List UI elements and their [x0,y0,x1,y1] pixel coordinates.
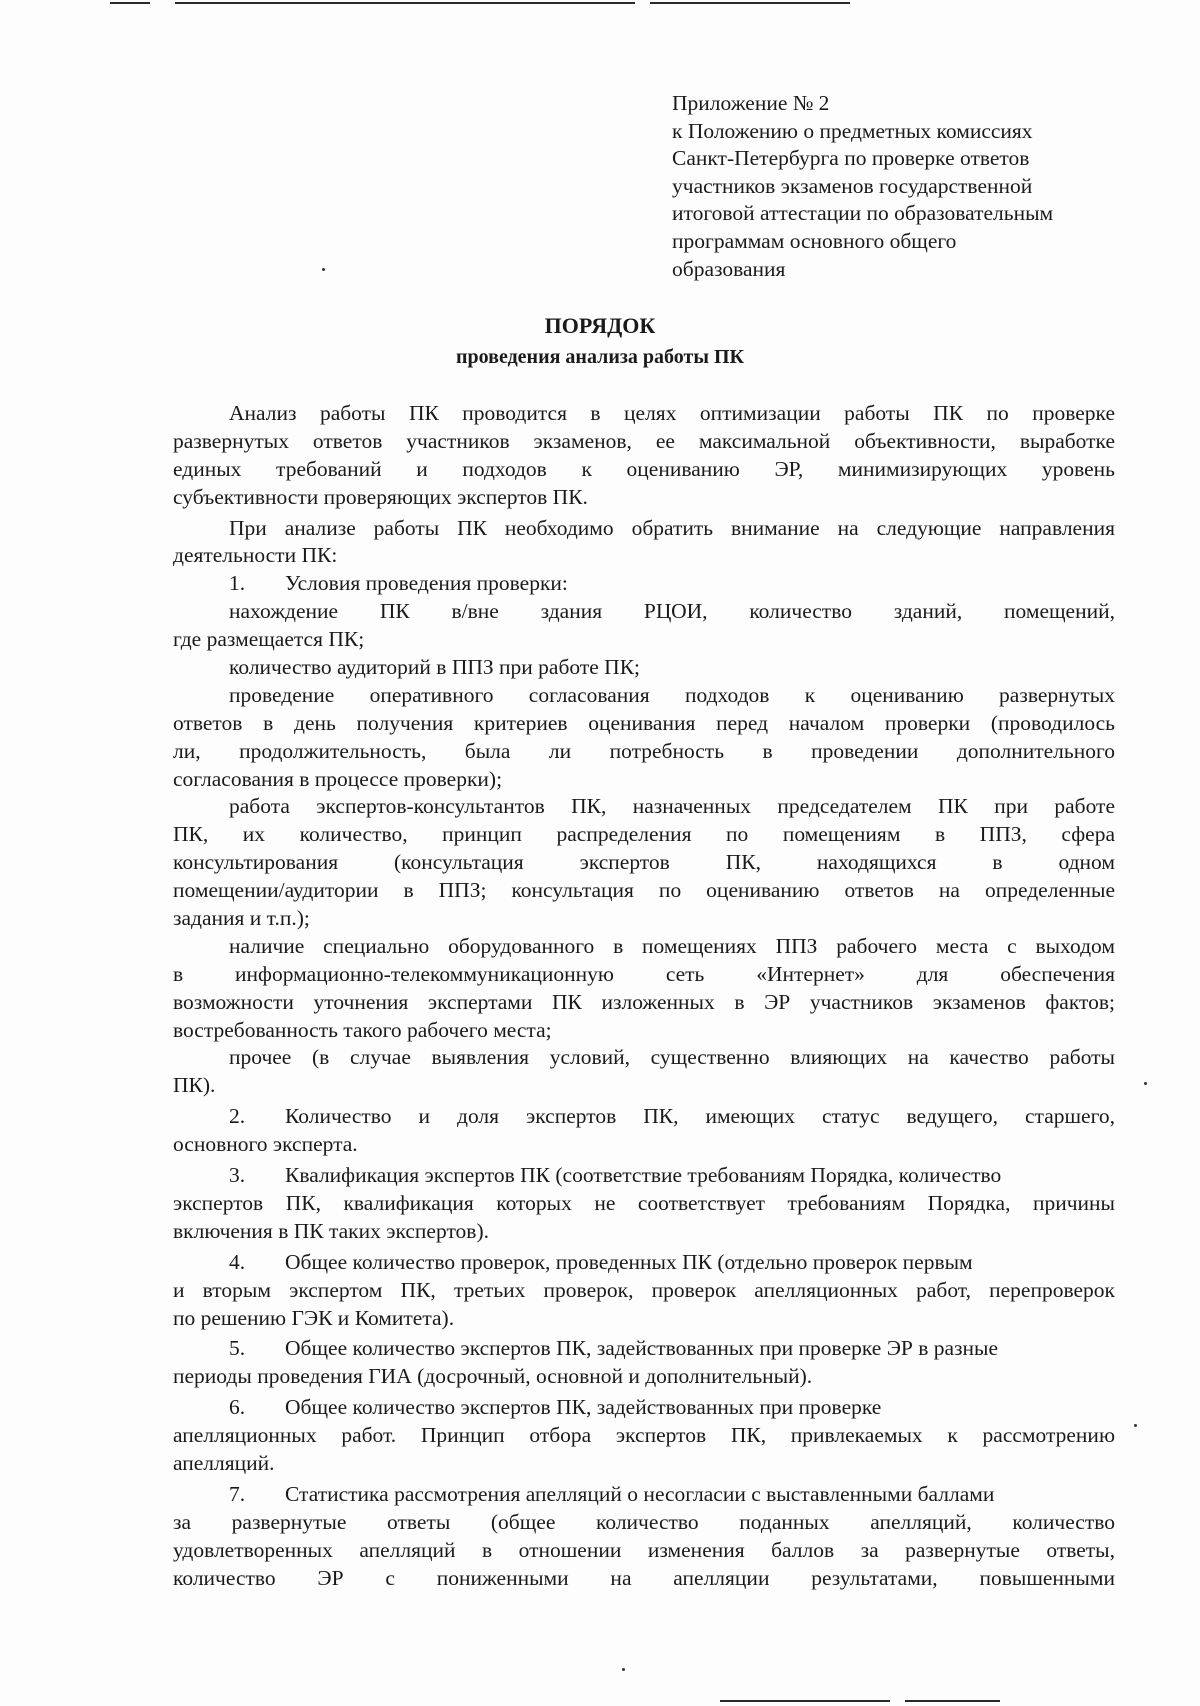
list-number: 4. [229,1249,246,1274]
list-item-text: Статистика рассмотрения апелляций о несогласии с выставленными баллами [285,1481,995,1506]
appendix-line: к Положению о предметных комиссиях [672,118,1033,143]
list-item-text: Количество и доля экспертов ПК, имеющих статус ведущего, старшего, [285,1104,1115,1129]
scan-speck [622,1668,625,1671]
document-title: ПОРЯДОК [544,313,656,338]
text-line: за развернутые ответы (общее количество поданных апелляций, количество [173,1509,1115,1534]
list-item-4 [173,1249,1115,1277]
list-item-text: Квалификация экспертов ПК (соответствие требованиям Порядка, количество [285,1163,1002,1188]
list-item-text: Общее количество проверок, проведенных ПК (отдельно проверок первым [285,1249,973,1274]
text-line: ли, продолжительность, была ли потребность в проведении дополнительного [173,738,1115,763]
text-line: согласования в процессе проверки); [173,766,503,791]
text-line: ответов в день получения критериев оценивания перед началом проверки (проводилось [173,710,1115,735]
list-item-1 [173,570,1115,598]
text-line: При анализе работы ПК необходимо обратить внимание на следующие направления [229,515,1115,540]
appendix-header [672,90,1112,283]
document-body [173,400,1115,1592]
scan-speck [1144,1082,1147,1085]
text-line: возможности уточнения экспертами ПК изложенных в ЭР участников экзаменов фактов; [173,989,1115,1014]
scan-speck [322,268,325,271]
text-line: развернутых ответов участников экзаменов, ее максимальной объективности, выработке [173,428,1115,453]
text-line: основного эксперта. [173,1132,358,1157]
text-line: нахождение ПК в/вне здания РЦОИ, количество зданий, помещений, [229,599,1115,624]
text-line: где размещается ПК; [173,627,365,652]
text-line: апелляционных работ. Принцип отбора экспертов ПК, привлекаемых к рассмотрению [173,1423,1115,1448]
text-line: помещении/аудитории в ППЗ; консультация по оцениванию ответов на определенные [173,878,1115,903]
document-subtitle: проведения анализа работы ПК [456,346,744,368]
text-line: деятельности ПК: [173,543,338,568]
appendix-line: Приложение № 2 [672,91,830,115]
appendix-line: программам основного общего [672,228,957,253]
appendix-line: образования [672,256,786,281]
list-item-3 [173,1162,1115,1190]
text-line: единых требований и подходов к оцениванию ЭР, минимизирующих уровень [173,456,1115,481]
list-number: 6. [229,1395,246,1420]
text-line: Анализ работы ПК проводится в целях оптимизации работы ПК по проверке [229,401,1115,425]
text-line: проведение оперативного согласования подходов к оцениванию развернутых [229,682,1115,707]
list-number: 5. [229,1336,246,1361]
list-item-6 [173,1394,1115,1422]
list-number: 2. [229,1104,246,1129]
list-item-2 [173,1103,1115,1131]
text-line: работа экспертов-консультантов ПК, назначенных председателем ПК при работе [229,794,1115,819]
appendix-line: итоговой аттестации по образовательным [672,201,1054,226]
appendix-line: участников экзаменов государственной [672,173,1033,198]
scan-artifact-top [650,2,850,4]
text-line: включения в ПК таких экспертов). [173,1218,489,1243]
list-number: 1. [229,571,246,596]
list-item-text: Условия проведения проверки: [285,571,568,596]
list-item-text: Общее количество экспертов ПК, задействованных при проверке ЭР в разные [285,1336,999,1361]
text-line: консультирования (консультация экспертов ПК, находящихся в одном [173,850,1115,875]
text-line: прочее (в случае выявления условий, существенно влияющих на качество работы [229,1045,1115,1070]
list-item-5 [173,1335,1115,1363]
text-line: ПК, их количество, принцип распределения по помещениям в ППЗ, сфера [173,822,1115,847]
text-line: и вторым экспертом ПК, третьих проверок, проверок апелляционных работ, перепроверок [173,1277,1115,1302]
scan-artifact-bottom [720,1700,890,1702]
text-line: востребованность такого рабочего места; [173,1017,552,1042]
list-item-text: Общее количество экспертов ПК, задействованных при проверке [285,1395,882,1420]
text-line: в информационно-телекоммуникационную сеть «Интернет» для обеспечения [173,961,1115,986]
scan-artifact-bottom [905,1700,1000,1702]
text-line: количество аудиторий в ППЗ при работе ПК; [229,655,641,680]
text-line: задания и т.п.); [173,906,310,931]
text-line: апелляций. [173,1450,275,1475]
scan-artifact-top [175,2,635,4]
text-line: субъективности проверяющих экспертов ПК. [173,484,588,509]
appendix-line: Санкт-Петербурга по проверке ответов [672,146,1030,171]
list-number: 3. [229,1163,246,1188]
list-item-7 [173,1481,1115,1509]
scan-artifact-top [110,2,150,4]
text-line: наличие специально оборудованного в помещениях ППЗ рабочего места с выходом [229,933,1115,958]
list-number: 7. [229,1481,246,1506]
text-line: удовлетворенных апелляций в отношении изменения баллов за развернутые ответы, [173,1537,1115,1562]
text-line: ПК). [173,1073,216,1098]
text-line: по решению ГЭК и Комитета). [173,1305,455,1330]
text-line: периоды проведения ГИА (досрочный, основной и дополнительный). [173,1364,813,1389]
text-line: количество ЭР с пониженными на апелляции результатами, повышенными [173,1565,1115,1590]
text-line: экспертов ПК, квалификация которых не соответствует требованиям Порядка, причины [173,1190,1115,1215]
scan-speck [1134,1424,1137,1427]
